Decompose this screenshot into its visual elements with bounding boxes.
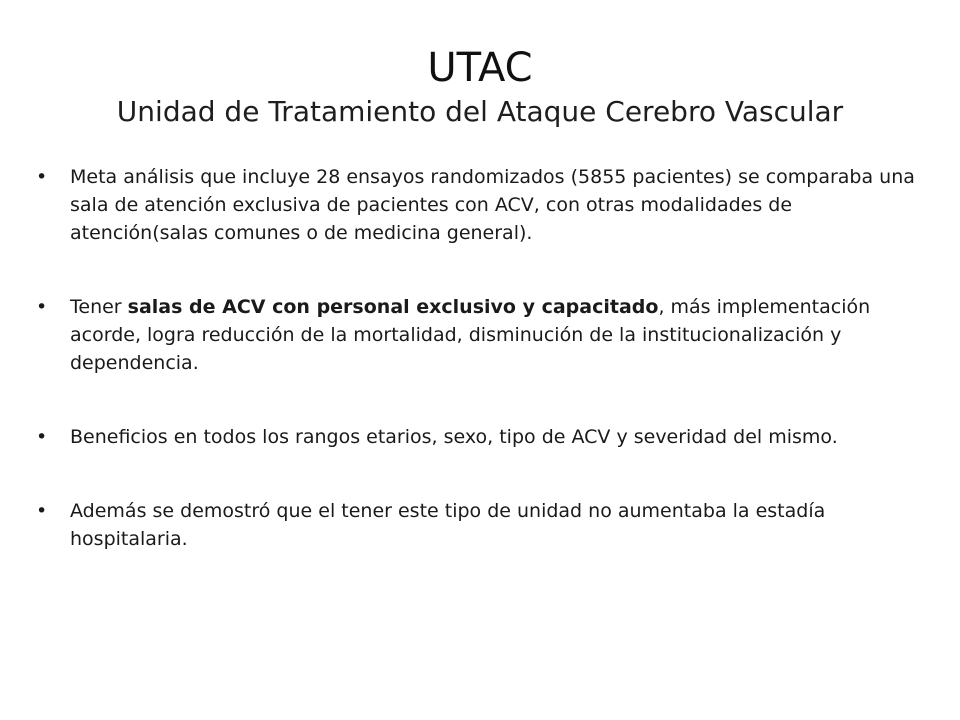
bullet-text: Meta análisis que incluye 28 ensayos randomizados (5855 pacientes) se comparaba una sala de atención exclusiva de pacientes con ACV, con otras modalidades de atención(salas comunes o de medicina general).: [70, 166, 915, 244]
bullet-text-suffix: , más implementación acorde, logra reducción de la mortalidad, disminución de la institucionalización y dependencia.: [70, 296, 871, 374]
bullet-text-prefix: Tener: [70, 296, 128, 318]
bullet-item: [36, 163, 916, 247]
bullet-text: Además se demostró que el tener este tipo de unidad no aumentaba la estadía hospitalaria.: [70, 500, 826, 550]
slide-subtitle: Unidad de Tratamiento del Ataque Cerebro Vascular: [116, 95, 844, 128]
bullet-item: [36, 423, 916, 451]
bullet-dot-icon: •: [36, 500, 48, 522]
bullet-dot-icon: •: [36, 426, 48, 448]
bullet-dot-icon: •: [36, 166, 48, 188]
bullet-item: [36, 293, 916, 377]
slide-title: UTAC: [427, 45, 533, 91]
title-block: [48, 44, 912, 130]
bullet-text: Beneficios en todos los rangos etarios, sexo, tipo de ACV y severidad del mismo.: [70, 426, 838, 448]
bullet-text-bold: salas de ACV con personal exclusivo y capacitado: [127, 296, 659, 318]
bullet-item: [36, 497, 916, 553]
bullet-list: [36, 163, 916, 599]
bullet-dot-icon: •: [36, 296, 48, 318]
